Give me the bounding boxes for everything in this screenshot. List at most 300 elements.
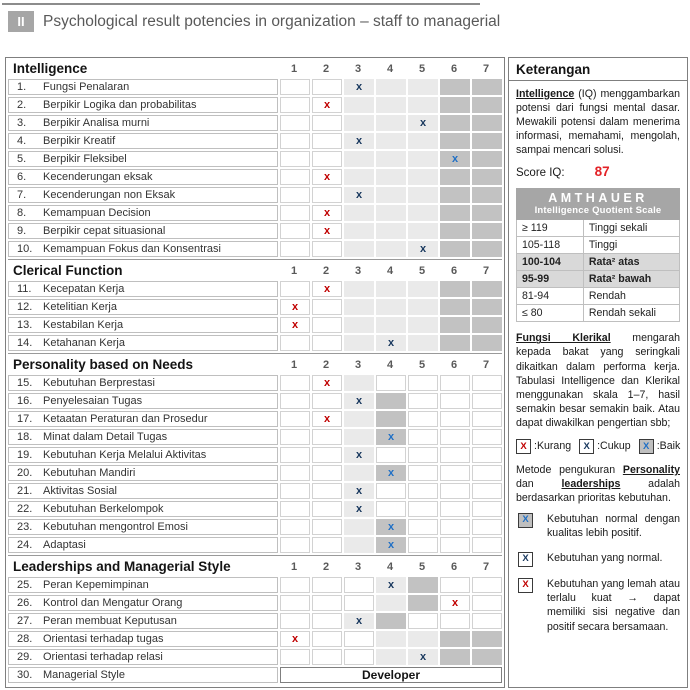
item-label-cell (8, 577, 278, 593)
item-label-cell (8, 519, 278, 535)
score-cell (376, 465, 406, 481)
item-label: Kemampuan Decision (43, 207, 151, 219)
item-number: 4. (17, 135, 27, 147)
amthauer-category: Rendah (583, 288, 679, 305)
column-header: 2 (322, 560, 330, 573)
x-mark: x (291, 300, 299, 313)
item-number: 6. (17, 171, 27, 183)
score-cell (440, 537, 470, 553)
amthauer-range: 81-94 (517, 288, 584, 305)
section-title: Personality based on Needs (13, 357, 194, 372)
x-mark: x (323, 98, 331, 111)
score-cell (472, 429, 502, 445)
item-label-cell (8, 169, 278, 185)
score-cell (472, 649, 502, 665)
score-cell (280, 393, 310, 409)
score-cell (472, 375, 502, 391)
item-number: 29. (17, 651, 33, 663)
item-row (8, 537, 502, 553)
item-number: 13. (17, 319, 33, 331)
score-cell (440, 429, 470, 445)
klerikal-note-text: mengarah kepada bakat yang seringkali dikaitkan dalam performa kerja. Tabulasi Intelligence dan Klerikal menggunakan skala 1–7, hasil semakin besar semakin baik. Atau dapat diwakilkan pengertian sbb; (516, 332, 680, 429)
score-cell (440, 411, 470, 427)
score-cell (472, 483, 502, 499)
score-cell (280, 613, 310, 629)
x-mark: x (387, 430, 395, 443)
legend-text: Kebutuhan yang lemah atau terlalu kuat → dapat memiliki sisi negative dan positif secara bersamaan. (547, 577, 680, 633)
score-cell (408, 519, 438, 535)
score-cell (472, 299, 502, 315)
score-cell (408, 115, 438, 131)
amthauer-row (517, 237, 680, 254)
item-number: 14. (17, 337, 33, 349)
score-cell (440, 317, 470, 333)
x-mark: x (419, 116, 427, 129)
column-header: 2 (322, 358, 330, 371)
item-row (8, 595, 502, 611)
item-label: Kebutuhan Mandiri (43, 467, 136, 479)
metode-note-emphasis: Personality (622, 463, 680, 476)
score-cell (440, 465, 470, 481)
score-cell (472, 335, 502, 351)
item-label-cell (8, 613, 278, 629)
item-label-cell (8, 335, 278, 351)
column-header: 1 (290, 264, 298, 277)
score-cell (408, 151, 438, 167)
item-number: 8. (17, 207, 27, 219)
item-label: Kestabilan Kerja (43, 319, 124, 331)
item-label-cell (8, 429, 278, 445)
score-cell (472, 519, 502, 535)
score-cell (280, 187, 310, 203)
score-cell (472, 97, 502, 113)
item-row (8, 133, 502, 149)
score-cell (312, 411, 342, 427)
score-cell (440, 501, 470, 517)
score-cell (440, 241, 470, 257)
score-cell (440, 133, 470, 149)
amthauer-row (517, 271, 680, 288)
legend-sidebar (508, 57, 688, 688)
score-cell (440, 335, 470, 351)
score-cell (408, 223, 438, 239)
score-cell (440, 205, 470, 221)
score-cell (280, 335, 310, 351)
score-cell (344, 519, 374, 535)
x-mark: x (355, 188, 363, 201)
item-row (8, 667, 502, 683)
score-cell (344, 281, 374, 297)
score-cell (408, 631, 438, 647)
score-cell (280, 447, 310, 463)
score-cell (312, 649, 342, 665)
score-cell (408, 577, 438, 593)
score-cell (344, 537, 374, 553)
score-cell (312, 281, 342, 297)
x-mark: x (323, 412, 331, 425)
column-header: 7 (482, 560, 490, 573)
legend-text: Kebutuhan normal dengan kualitas lebih positif. (547, 513, 680, 540)
score-cell (280, 577, 310, 593)
item-label-cell (8, 393, 278, 409)
column-header: 7 (482, 358, 490, 371)
sidebar-body (509, 81, 687, 634)
page-title: Psychological result potencies in organization – staff to managerial (43, 12, 501, 30)
item-label: Peran Kepemimpinan (43, 579, 149, 591)
item-row (8, 281, 502, 297)
column-header: 3 (354, 264, 362, 277)
item-number: 19. (17, 449, 33, 461)
score-cell (472, 115, 502, 131)
score-cell (440, 631, 470, 647)
section-title: Leaderships and Managerial Style (13, 559, 231, 574)
score-cell (344, 223, 374, 239)
column-header: 4 (386, 264, 394, 277)
item-number: 22. (17, 503, 33, 515)
score-cell (344, 205, 374, 221)
score-cell (312, 335, 342, 351)
score-cell (472, 595, 502, 611)
item-row (8, 299, 502, 315)
column-header: 6 (450, 62, 458, 75)
klerikal-note (516, 331, 680, 430)
legend-item (516, 577, 680, 634)
score-cell (312, 223, 342, 239)
item-number: 25. (17, 579, 33, 591)
item-label-cell (8, 483, 278, 499)
score-cell (472, 281, 502, 297)
item-label-cell (8, 649, 278, 665)
score-cell (376, 631, 406, 647)
metode-note (516, 463, 680, 505)
section-title: Intelligence (13, 61, 88, 76)
score-cell (312, 393, 342, 409)
x-mark: x (387, 466, 395, 479)
score-cell (408, 375, 438, 391)
item-label: Kecenderungan eksak (43, 171, 153, 183)
score-cell (376, 223, 406, 239)
score-cell (312, 501, 342, 517)
amthauer-subtitle: Intelligence Quotient Scale (534, 205, 662, 217)
score-cell (280, 115, 310, 131)
item-row (8, 115, 502, 131)
item-label-cell (8, 281, 278, 297)
amthauer-row (517, 305, 680, 322)
column-header: 1 (290, 560, 298, 573)
x-mark: x (355, 484, 363, 497)
score-cell (344, 649, 374, 665)
score-cell (440, 375, 470, 391)
x-mark: x (323, 170, 331, 183)
item-row (8, 429, 502, 445)
score-cell (440, 299, 470, 315)
score-cell (280, 205, 310, 221)
score-cell (312, 241, 342, 257)
score-cell (280, 169, 310, 185)
item-label: Ketaatan Peraturan dan Prosedur (43, 413, 208, 425)
score-cell (408, 613, 438, 629)
column-header: 2 (322, 264, 330, 277)
item-number: 26. (17, 597, 33, 609)
item-label: Minat dalam Detail Tugas (43, 431, 168, 443)
item-label-cell (8, 667, 278, 683)
score-cell (376, 299, 406, 315)
score-cell (408, 447, 438, 463)
klerikal-note-lead: Fungsi Klerikal (516, 332, 611, 345)
x-mark: x (323, 282, 331, 295)
score-cell (440, 223, 470, 239)
score-cell (280, 317, 310, 333)
score-cell (280, 631, 310, 647)
column-header: 3 (354, 358, 362, 371)
amthauer-row (517, 220, 680, 237)
item-label-cell (8, 447, 278, 463)
section-header (8, 353, 502, 375)
column-header: 6 (450, 264, 458, 277)
item-number: 17. (17, 413, 33, 425)
column-header: 5 (418, 62, 426, 75)
amthauer-header-cell (517, 189, 680, 220)
score-cell (376, 519, 406, 535)
item-label-cell (8, 97, 278, 113)
score-cell (344, 169, 374, 185)
score-cell (312, 133, 342, 149)
item-label: Kontrol dan Mengatur Orang (43, 597, 183, 609)
score-cell (280, 429, 310, 445)
item-label-cell (8, 187, 278, 203)
x-mark: x (451, 596, 459, 609)
x-mark: x (419, 650, 427, 663)
item-row (8, 169, 502, 185)
score-cell (408, 169, 438, 185)
item-label: Kecepatan Kerja (43, 283, 125, 295)
score-cell (440, 151, 470, 167)
score-cell (472, 577, 502, 593)
scale-legend (516, 439, 680, 454)
score-cell (408, 79, 438, 95)
item-number: 21. (17, 485, 33, 497)
item-label: Kebutuhan Berprestasi (43, 377, 155, 389)
item-row (8, 577, 502, 593)
score-cell (472, 317, 502, 333)
amthauer-header (517, 189, 680, 220)
normal-mark-box: X (579, 439, 594, 454)
score-cell (472, 537, 502, 553)
score-cell (312, 519, 342, 535)
item-label: Ketahanan Kerja (43, 337, 125, 349)
column-header: 3 (354, 560, 362, 573)
score-cell (344, 465, 374, 481)
score-cell (376, 429, 406, 445)
column-header: 6 (450, 560, 458, 573)
score-cell (472, 241, 502, 257)
score-cell (440, 169, 470, 185)
score-cell (440, 281, 470, 297)
score-cell (344, 97, 374, 113)
report-body (5, 57, 688, 688)
item-label-cell (8, 537, 278, 553)
legend-item (516, 551, 680, 567)
score-cell (312, 483, 342, 499)
item-number: 1. (17, 81, 27, 93)
score-cell (376, 393, 406, 409)
item-number: 16. (17, 395, 33, 407)
column-header: 7 (482, 264, 490, 277)
amthauer-category: Rata² bawah (583, 271, 679, 288)
score-cell (472, 447, 502, 463)
score-cell (408, 187, 438, 203)
score-cell (376, 115, 406, 131)
score-cell (376, 537, 406, 553)
item-label: Kecenderungan non Eksak (43, 189, 176, 201)
item-number: 27. (17, 615, 33, 627)
score-cell (408, 205, 438, 221)
score-cell (344, 115, 374, 131)
score-cell (280, 375, 310, 391)
item-label-cell (8, 595, 278, 611)
score-cell (376, 317, 406, 333)
item-label-cell (8, 501, 278, 517)
item-label: Penyelesaian Tugas (43, 395, 143, 407)
item-row (8, 501, 502, 517)
score-cell (472, 223, 502, 239)
score-cell (408, 393, 438, 409)
legend-label: :Kurang (534, 440, 572, 453)
column-header: 5 (418, 560, 426, 573)
x-mark: x (355, 448, 363, 461)
score-cell (312, 115, 342, 131)
score-cell (408, 335, 438, 351)
item-row (8, 79, 502, 95)
column-header: 7 (482, 62, 490, 75)
column-header: 1 (290, 358, 298, 371)
score-cell (344, 241, 374, 257)
score-cell (344, 613, 374, 629)
item-label: Berpikir Kreatif (43, 135, 116, 147)
score-cell (472, 133, 502, 149)
score-cell (280, 501, 310, 517)
metode-note-text: dan (516, 478, 562, 491)
score-cell (312, 613, 342, 629)
score-cell (312, 447, 342, 463)
metode-note-text: Metode pengukuran (516, 463, 623, 476)
score-cell (344, 393, 374, 409)
item-number: 20. (17, 467, 33, 479)
item-label: Adaptasi (43, 539, 86, 551)
item-number: 7. (17, 189, 27, 201)
amthauer-row (517, 254, 680, 271)
metode-note-text: adalah berdasarkan prioritas kebutuhan. (516, 478, 680, 505)
good-mark-box: X (518, 513, 533, 528)
score-cell (376, 79, 406, 95)
iq-score-row (516, 164, 680, 179)
item-label: Berpikir cepat situasional (43, 225, 166, 237)
amthauer-category: Rendah sekali (583, 305, 679, 322)
score-cell (408, 411, 438, 427)
score-cell (408, 649, 438, 665)
score-cell (344, 429, 374, 445)
score-cell (440, 447, 470, 463)
section-number-badge: II (8, 11, 34, 32)
item-row (8, 465, 502, 481)
x-mark: x (387, 336, 395, 349)
x-mark: x (355, 80, 363, 93)
score-cell (280, 133, 310, 149)
score-cell (440, 519, 470, 535)
x-mark: x (291, 318, 299, 331)
item-label: Peran membuat Keputusan (43, 615, 177, 627)
item-number: 2. (17, 99, 27, 111)
item-label-cell (8, 205, 278, 221)
score-cell (472, 631, 502, 647)
score-cell (344, 187, 374, 203)
score-cell (408, 241, 438, 257)
section-title: Clerical Function (13, 263, 123, 278)
score-cell (408, 501, 438, 517)
score-cell (472, 187, 502, 203)
report-header (8, 11, 500, 32)
amthauer-body (517, 220, 680, 322)
score-cell (376, 613, 406, 629)
item-label: Berpikir Fleksibel (43, 153, 127, 165)
iq-score-value: 87 (594, 164, 610, 180)
item-label: Kebutuhan Kerja Melalui Aktivitas (43, 449, 207, 461)
amthauer-title: AMTHAUER (548, 191, 648, 206)
score-cell (344, 483, 374, 499)
score-cell (376, 649, 406, 665)
item-number: 10. (17, 243, 33, 255)
item-label: Kebutuhan Berkelompok (43, 503, 164, 515)
amthauer-range: ≤ 80 (517, 305, 584, 322)
x-mark: x (355, 502, 363, 515)
score-cell (472, 205, 502, 221)
column-header: 5 (418, 264, 426, 277)
score-cell (280, 483, 310, 499)
score-cell (376, 151, 406, 167)
score-cell (472, 79, 502, 95)
score-cell (376, 133, 406, 149)
amthauer-range: 105-118 (517, 237, 584, 254)
item-label-cell (8, 151, 278, 167)
normal-mark-box: X (518, 552, 533, 567)
score-cell (312, 317, 342, 333)
x-mark: x (323, 224, 331, 237)
x-mark: x (419, 242, 427, 255)
item-row (8, 205, 502, 221)
column-header: 3 (354, 62, 362, 75)
x-mark: x (323, 206, 331, 219)
score-cell (376, 447, 406, 463)
score-cell (376, 97, 406, 113)
item-row (8, 411, 502, 427)
score-cell (312, 205, 342, 221)
column-header: 5 (418, 358, 426, 371)
assessment-table (5, 57, 505, 688)
item-label-cell (8, 375, 278, 391)
item-number: 30. (17, 669, 33, 681)
amthauer-category: Tinggi (583, 237, 679, 254)
x-mark: x (355, 134, 363, 147)
item-label-cell (8, 223, 278, 239)
score-cell (376, 483, 406, 499)
amthauer-row (517, 288, 680, 305)
item-row (8, 519, 502, 535)
item-number: 12. (17, 301, 33, 313)
item-label-cell (8, 115, 278, 131)
score-cell (312, 537, 342, 553)
score-cell (440, 595, 470, 611)
x-mark: x (355, 394, 363, 407)
